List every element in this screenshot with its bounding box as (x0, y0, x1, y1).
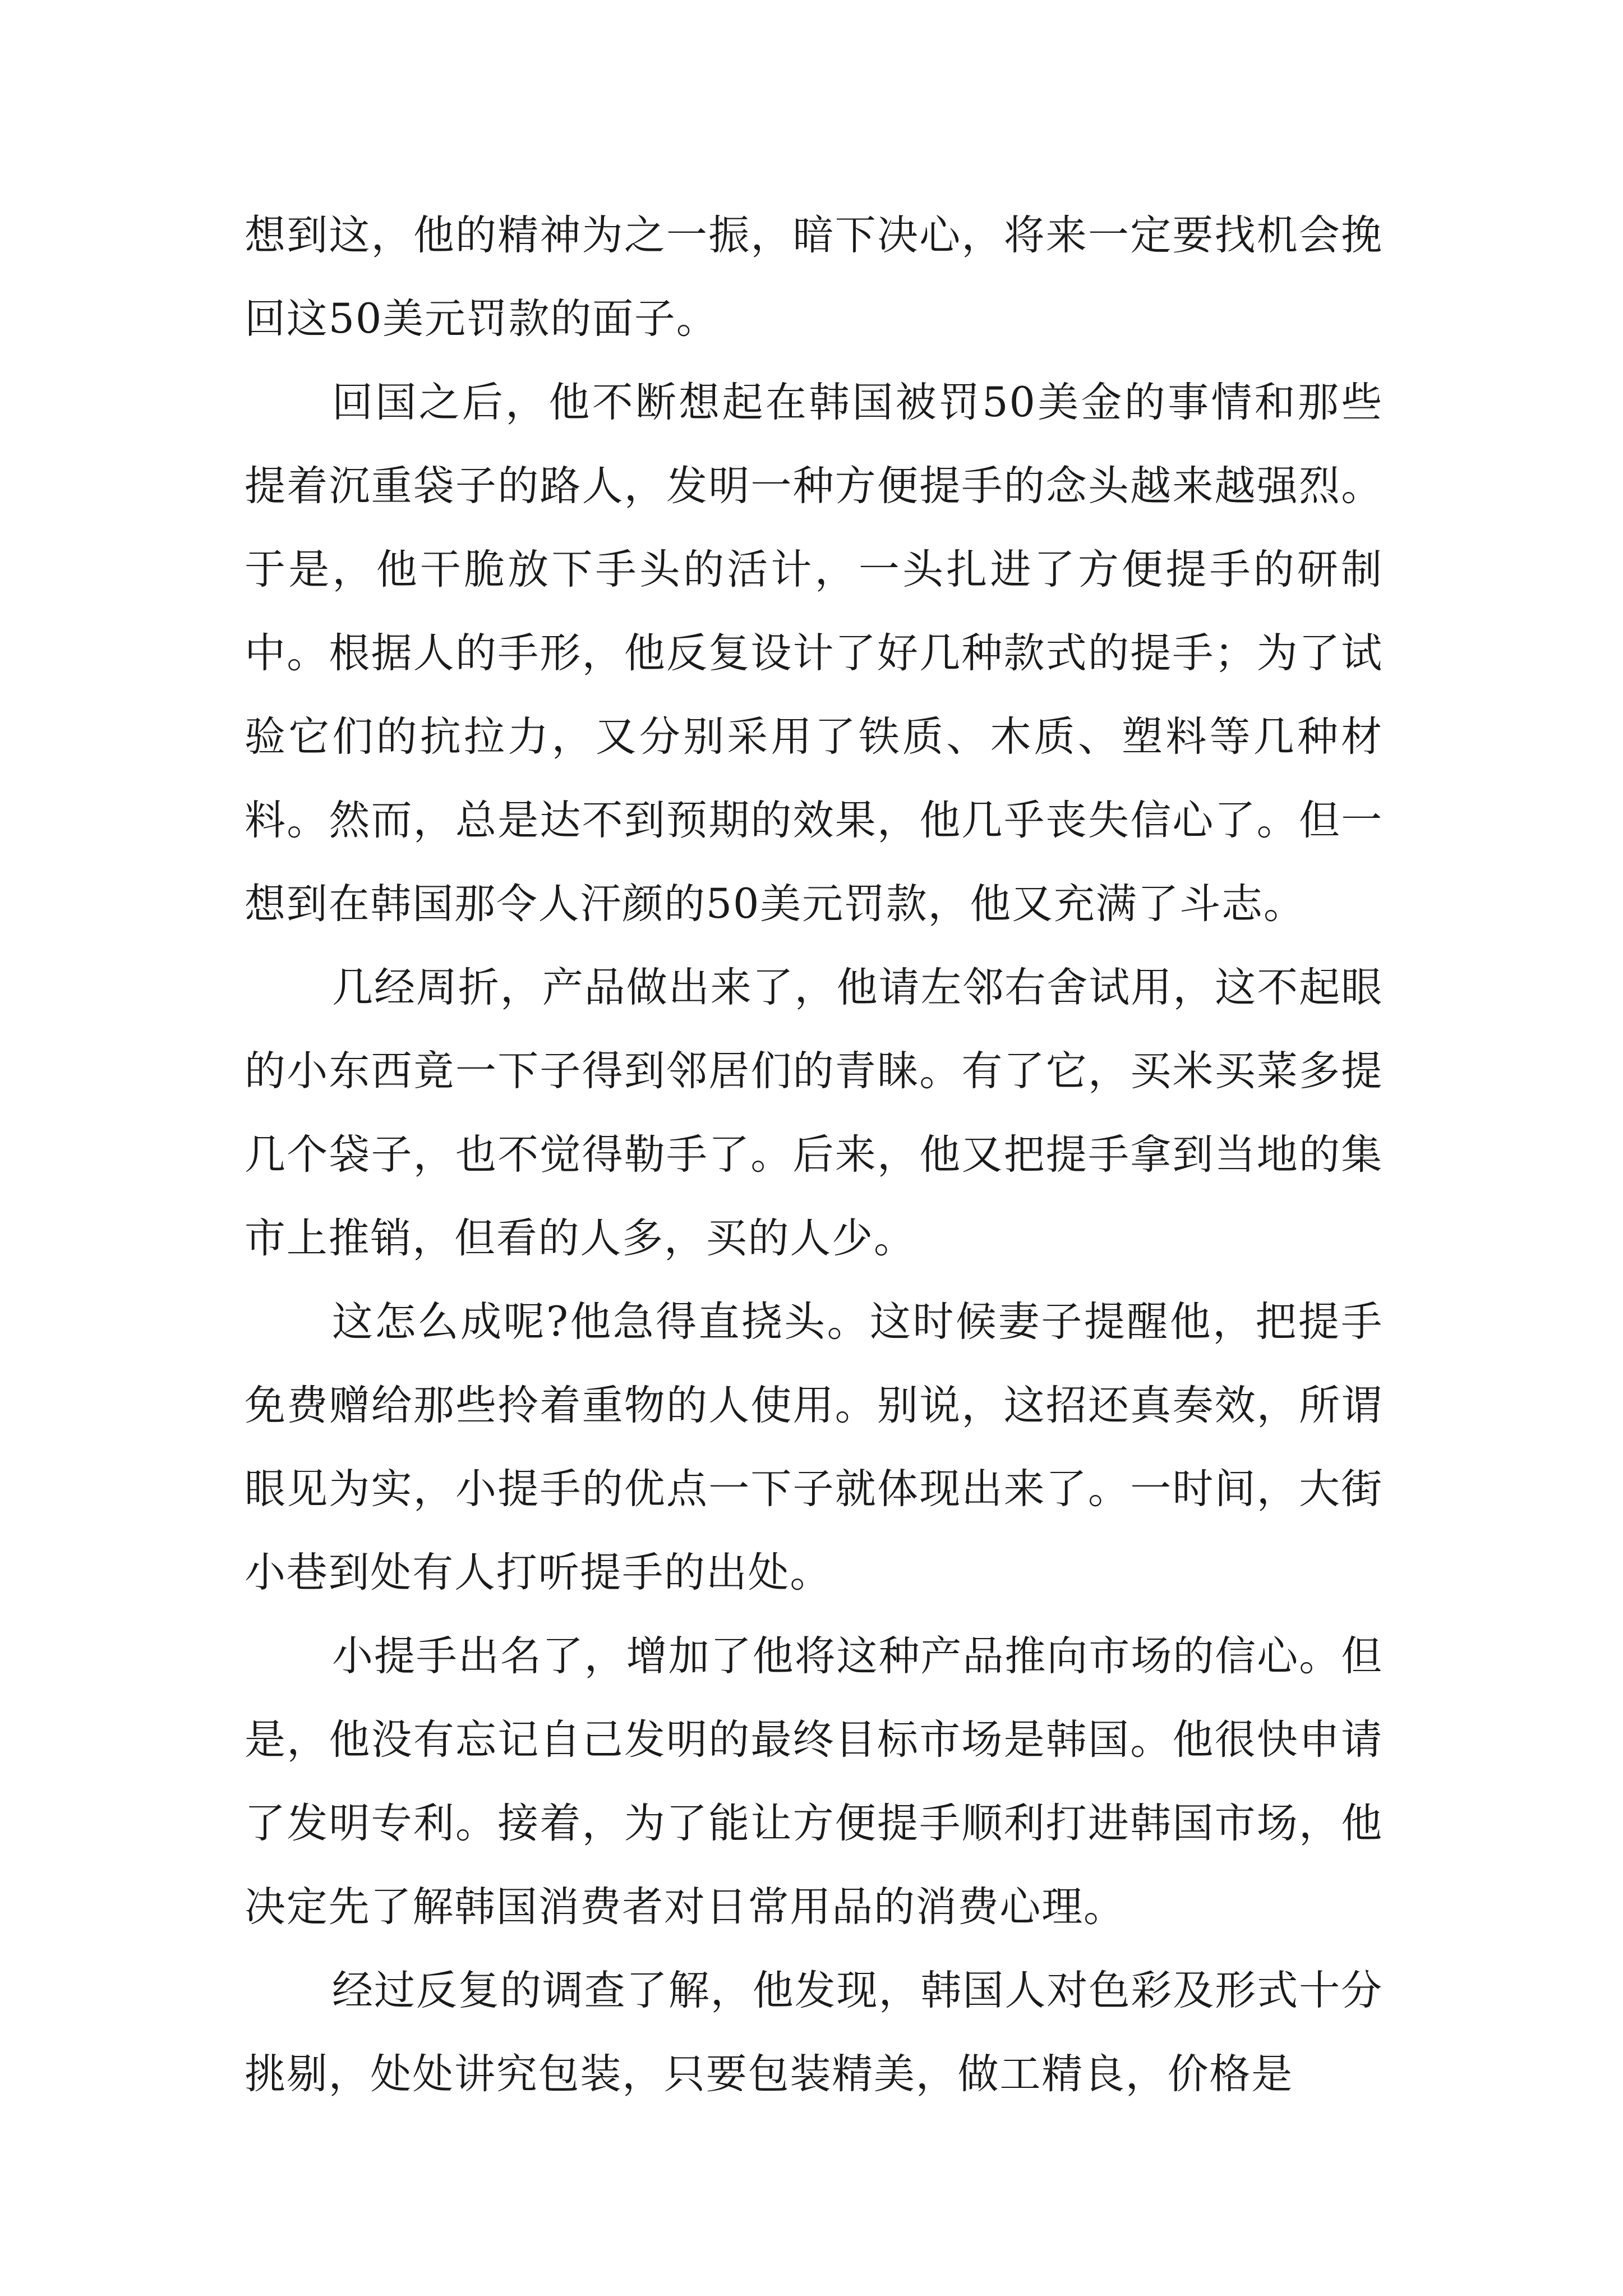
paragraph-5: 小提手出名了，增加了他将这种产品推向市场的信心。但是，他没有忘记自己发明的最终目标市场是韩国。他很快申请了发明专利。接着，为了能让方便提手顺利打进韩国市场，他决定先了解韩国消费者对日常用品的消费心理。 (245, 1632, 1383, 1931)
paragraph-4: 这怎么成呢?他急得直挠头。这时候妻子提醒他，把提手免费赠给那些拎着重物的人使用。别说，这招还真奏效，所谓眼见为实，小提手的优点一下子就体现出来了。一时间，大街小巷到处有人打听提手的出处。 (245, 1298, 1383, 1596)
paragraph-1: 想到这，他的精神为之一振，暗下决心，将来一定要找机会挽回这50美元罚款的面子。 (245, 211, 1383, 343)
paragraph-6: 经过反复的调查了解，他发现，韩国人对色彩及形式十分挑剔，处处讲究包装，只要包装精美，做工精良，价格是 (245, 1967, 1383, 2098)
paragraph-2: 回国之后，他不断想起在韩国被罚50美金的事情和那些提着沉重袋子的路人，发明一种方便提手的念头越来越强烈。于是，他干脆放下手头的活计，一头扎进了方便提手的研制中。根据人的手形，他反复设计了好几种款式的提手；为了试验它们的抗拉力，又分别采用了铁质、木质、塑料等几种材料。然而，总是达不到预期的效果，他几乎丧失信心了。但一想到在韩国那令人汗颜的50美元罚款，他又充满了斗志。 (245, 379, 1383, 928)
body-text (245, 194, 1383, 2116)
paragraph-3: 几经周折，产品做出来了，他请左邻右舍试用，这不起眼的小东西竟一下子得到邻居们的青睐。有了它，买米买菜多提几个袋子，也不觉得勒手了。后来，他又把提手拿到当地的集市上推销，但看的人多，买的人少。 (245, 964, 1383, 1262)
